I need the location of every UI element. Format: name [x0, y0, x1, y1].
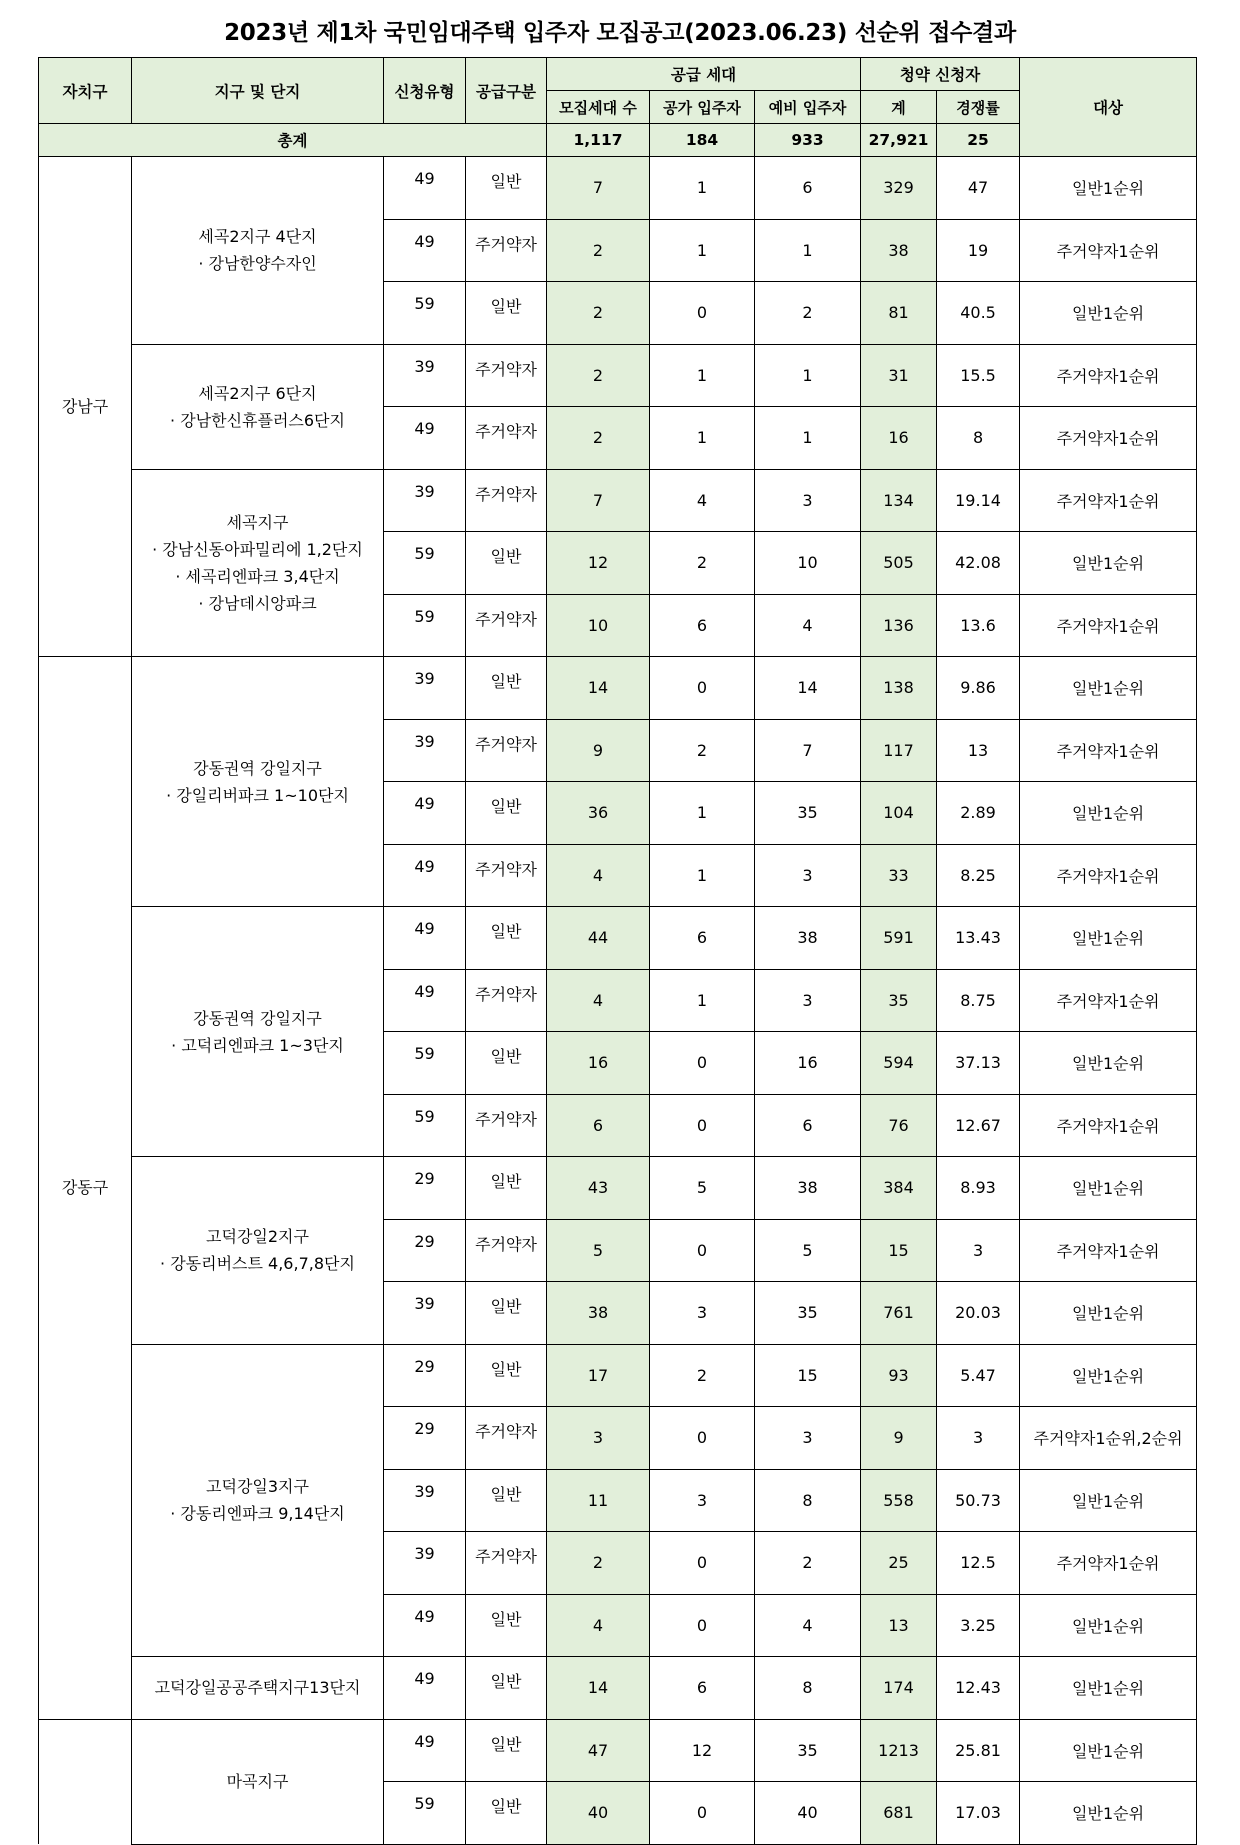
applicants-cell: 33 [861, 844, 937, 907]
vacant-cell: 1 [650, 219, 755, 282]
vacant-cell: 3 [650, 1469, 755, 1532]
reserve-cell: 2 [755, 282, 861, 345]
rate-cell: 25.81 [937, 1719, 1020, 1782]
table-row [39, 1157, 1197, 1220]
category-cell: 일반 [466, 157, 547, 220]
district-cell: 강남구 [39, 157, 132, 657]
vacant-cell: 1 [650, 407, 755, 470]
reserve-cell: 5 [755, 1219, 861, 1282]
type-cell: 59 [384, 1094, 466, 1157]
complex-cell [132, 1657, 384, 1720]
reserve-cell: 3 [755, 1407, 861, 1470]
vacant-cell: 5 [650, 1157, 755, 1220]
category-cell: 일반 [466, 1157, 547, 1220]
target-cell: 일반1순위 [1020, 1782, 1197, 1845]
type-cell: 49 [384, 844, 466, 907]
vacant-cell: 1 [650, 782, 755, 845]
table-row [39, 344, 1197, 407]
rate-cell: 3 [937, 1219, 1020, 1282]
category-cell: 일반 [466, 1782, 547, 1845]
type-cell: 59 [384, 532, 466, 595]
applicants-cell: 136 [861, 594, 937, 657]
header-category: 공급구분 [466, 58, 547, 124]
reserve-cell: 3 [755, 469, 861, 532]
page-title: 2023년 제1차 국민임대주택 입주자 모집공고(2023.06.23) 선순위 접수결과 [224, 20, 1016, 46]
type-cell: 59 [384, 1782, 466, 1845]
category-cell: 주거약자 [466, 1532, 547, 1595]
complex-line: · 고덕리엔파크 1~3단지 [171, 1035, 344, 1055]
rate-cell: 37.13 [937, 1032, 1020, 1095]
recruit-cell: 3 [547, 1407, 650, 1470]
target-cell: 일반1순위 [1020, 1719, 1197, 1782]
reserve-cell: 40 [755, 1782, 861, 1845]
type-cell: 29 [384, 1407, 466, 1470]
rate-cell: 12.67 [937, 1094, 1020, 1157]
recruit-cell: 14 [547, 657, 650, 720]
recruit-cell: 12 [547, 532, 650, 595]
complex-cell [132, 1157, 384, 1345]
table-row [39, 657, 1197, 720]
applicants-cell: 76 [861, 1094, 937, 1157]
reserve-cell: 1 [755, 219, 861, 282]
total-reserve: 933 [755, 124, 861, 157]
reserve-cell: 1 [755, 344, 861, 407]
complex-line: · 세곡리엔파크 3,4단지 [175, 566, 340, 586]
recruit-cell: 38 [547, 1282, 650, 1345]
table-row [39, 157, 1197, 220]
rate-cell: 42.08 [937, 532, 1020, 595]
applicants-cell: 384 [861, 1157, 937, 1220]
vacant-cell: 12 [650, 1719, 755, 1782]
target-cell: 주거약자1순위 [1020, 594, 1197, 657]
recruit-cell: 14 [547, 1657, 650, 1720]
table-row [39, 469, 1197, 532]
table-row [39, 1344, 1197, 1407]
district-cell [39, 1719, 132, 1844]
rate-cell: 13.6 [937, 594, 1020, 657]
complex-cell [132, 657, 384, 907]
category-cell: 일반 [466, 1469, 547, 1532]
category-cell: 주거약자 [466, 469, 547, 532]
category-cell: 주거약자 [466, 594, 547, 657]
recruit-cell: 2 [547, 219, 650, 282]
target-cell: 일반1순위 [1020, 657, 1197, 720]
category-cell: 주거약자 [466, 1094, 547, 1157]
applicants-cell: 134 [861, 469, 937, 532]
category-cell: 주거약자 [466, 1219, 547, 1282]
rate-cell: 12.5 [937, 1532, 1020, 1595]
vacant-cell: 1 [650, 969, 755, 1032]
recruit-cell: 4 [547, 1594, 650, 1657]
total-rate: 25 [937, 124, 1020, 157]
complex-line: 고덕강일3지구 [206, 1477, 309, 1497]
vacant-cell: 1 [650, 157, 755, 220]
target-cell: 일반1순위 [1020, 282, 1197, 345]
complex-line: 세곡2지구 6단지 [198, 383, 317, 403]
vacant-cell: 0 [650, 1219, 755, 1282]
applicants-cell: 174 [861, 1657, 937, 1720]
complex-line: 고덕강일2지구 [206, 1227, 309, 1247]
applicants-cell: 31 [861, 344, 937, 407]
applicants-cell: 594 [861, 1032, 937, 1095]
vacant-cell: 0 [650, 1032, 755, 1095]
complex-line: · 강남신동아파밀리에 1,2단지 [152, 539, 363, 559]
table-row [39, 1657, 1197, 1720]
rate-cell: 50.73 [937, 1469, 1020, 1532]
total-vacant: 184 [650, 124, 755, 157]
complex-line: · 강동리버스트 4,6,7,8단지 [160, 1254, 355, 1274]
header-apply-total: 계 [861, 91, 937, 124]
type-cell: 39 [384, 1469, 466, 1532]
results-table [38, 57, 1197, 1845]
complex-cell [132, 157, 384, 345]
complex-line: · 강남데시앙파크 [198, 593, 317, 613]
applicants-cell: 93 [861, 1344, 937, 1407]
type-cell: 39 [384, 469, 466, 532]
applicants-cell: 104 [861, 782, 937, 845]
type-cell: 49 [384, 1657, 466, 1720]
target-cell: 주거약자1순위 [1020, 407, 1197, 470]
recruit-cell: 10 [547, 594, 650, 657]
applicants-cell: 681 [861, 1782, 937, 1845]
category-cell: 주거약자 [466, 844, 547, 907]
reserve-cell: 38 [755, 907, 861, 970]
complex-cell [132, 469, 384, 657]
header-apply-rate: 경쟁률 [937, 91, 1020, 124]
applicants-cell: 591 [861, 907, 937, 970]
total-label: 총계 [39, 124, 547, 157]
rate-cell: 13 [937, 719, 1020, 782]
vacant-cell: 2 [650, 532, 755, 595]
reserve-cell: 35 [755, 1282, 861, 1345]
vacant-cell: 2 [650, 719, 755, 782]
applicants-cell: 138 [861, 657, 937, 720]
reserve-cell: 3 [755, 844, 861, 907]
type-cell: 39 [384, 344, 466, 407]
type-cell: 39 [384, 1532, 466, 1595]
reserve-cell: 4 [755, 594, 861, 657]
type-cell: 49 [384, 157, 466, 220]
reserve-cell: 7 [755, 719, 861, 782]
rate-cell: 3.25 [937, 1594, 1020, 1657]
rate-cell: 8 [937, 407, 1020, 470]
complex-line: · 강동리엔파크 9,14단지 [170, 1504, 345, 1524]
rate-cell: 3 [937, 1407, 1020, 1470]
header-supply-vacant: 공가 입주자 [650, 91, 755, 124]
target-cell: 주거약자1순위 [1020, 219, 1197, 282]
type-cell: 59 [384, 594, 466, 657]
category-cell: 일반 [466, 1657, 547, 1720]
applicants-cell: 16 [861, 407, 937, 470]
type-cell: 49 [384, 969, 466, 1032]
target-cell: 주거약자1순위,2순위 [1020, 1407, 1197, 1470]
type-cell: 49 [384, 1594, 466, 1657]
rate-cell: 9.86 [937, 657, 1020, 720]
complex-line: 강동권역 강일지구 [193, 1008, 322, 1028]
applicants-cell: 9 [861, 1407, 937, 1470]
recruit-cell: 44 [547, 907, 650, 970]
recruit-cell: 2 [547, 344, 650, 407]
header-target: 대상 [1020, 58, 1197, 157]
target-cell: 주거약자1순위 [1020, 969, 1197, 1032]
recruit-cell: 5 [547, 1219, 650, 1282]
complex-line: 마곡지구 [226, 1772, 289, 1791]
rate-cell: 8.25 [937, 844, 1020, 907]
target-cell: 일반1순위 [1020, 1282, 1197, 1345]
complex-cell [132, 907, 384, 1157]
applicants-cell: 25 [861, 1532, 937, 1595]
recruit-cell: 2 [547, 282, 650, 345]
applicants-cell: 35 [861, 969, 937, 1032]
type-cell: 29 [384, 1219, 466, 1282]
target-cell: 일반1순위 [1020, 157, 1197, 220]
recruit-cell: 7 [547, 157, 650, 220]
target-cell: 주거약자1순위 [1020, 1219, 1197, 1282]
complex-line: 세곡지구 [226, 512, 289, 532]
vacant-cell: 0 [650, 1532, 755, 1595]
header-supply-reserve: 예비 입주자 [755, 91, 861, 124]
applicants-cell: 117 [861, 719, 937, 782]
reserve-cell: 16 [755, 1032, 861, 1095]
category-cell: 일반 [466, 782, 547, 845]
type-cell: 49 [384, 407, 466, 470]
rate-cell: 19 [937, 219, 1020, 282]
target-cell: 일반1순위 [1020, 782, 1197, 845]
header-apply-group: 청약 신청자 [861, 58, 1020, 91]
complex-line: · 강남한양수자인 [198, 254, 317, 274]
type-cell: 49 [384, 219, 466, 282]
complex-line: 세곡2지구 4단지 [198, 227, 317, 247]
complex-cell [132, 344, 384, 469]
table-row [39, 907, 1197, 970]
applicants-cell: 13 [861, 1594, 937, 1657]
vacant-cell: 0 [650, 282, 755, 345]
type-cell: 59 [384, 282, 466, 345]
rate-cell: 47 [937, 157, 1020, 220]
type-cell: 39 [384, 719, 466, 782]
reserve-cell: 4 [755, 1594, 861, 1657]
reserve-cell: 1 [755, 407, 861, 470]
recruit-cell: 16 [547, 1032, 650, 1095]
target-cell: 일반1순위 [1020, 907, 1197, 970]
rate-cell: 17.03 [937, 1782, 1020, 1845]
vacant-cell: 1 [650, 844, 755, 907]
rate-cell: 8.75 [937, 969, 1020, 1032]
reserve-cell: 15 [755, 1344, 861, 1407]
applicants-cell: 81 [861, 282, 937, 345]
vacant-cell: 6 [650, 594, 755, 657]
total-applicants: 27,921 [861, 124, 937, 157]
applicants-cell: 15 [861, 1219, 937, 1282]
applicants-cell: 1213 [861, 1719, 937, 1782]
header-district: 자치구 [39, 58, 132, 124]
vacant-cell: 0 [650, 657, 755, 720]
reserve-cell: 35 [755, 782, 861, 845]
target-cell: 주거약자1순위 [1020, 344, 1197, 407]
type-cell: 49 [384, 907, 466, 970]
header-supply-recruit: 모집세대 수 [547, 91, 650, 124]
header-supply-group: 공급 세대 [547, 58, 861, 91]
type-cell: 29 [384, 1157, 466, 1220]
applicants-cell: 38 [861, 219, 937, 282]
recruit-cell: 4 [547, 844, 650, 907]
vacant-cell: 2 [650, 1344, 755, 1407]
rate-cell: 2.89 [937, 782, 1020, 845]
recruit-cell: 2 [547, 407, 650, 470]
category-cell: 일반 [466, 1719, 547, 1782]
recruit-cell: 6 [547, 1094, 650, 1157]
district-cell: 강동구 [39, 657, 132, 1720]
header-complex: 지구 및 단지 [132, 58, 384, 124]
target-cell: 일반1순위 [1020, 1032, 1197, 1095]
recruit-cell: 4 [547, 969, 650, 1032]
reserve-cell: 6 [755, 157, 861, 220]
type-cell: 39 [384, 657, 466, 720]
category-cell: 주거약자 [466, 344, 547, 407]
rate-cell: 15.5 [937, 344, 1020, 407]
category-cell: 주거약자 [466, 407, 547, 470]
reserve-cell: 3 [755, 969, 861, 1032]
vacant-cell: 0 [650, 1782, 755, 1845]
total-recruit: 1,117 [547, 124, 650, 157]
applicants-cell: 329 [861, 157, 937, 220]
complex-line: · 강남한신휴플러스6단지 [170, 410, 345, 430]
vacant-cell: 0 [650, 1594, 755, 1657]
target-cell: 일반1순위 [1020, 1157, 1197, 1220]
category-cell: 일반 [466, 532, 547, 595]
vacant-cell: 1 [650, 344, 755, 407]
category-cell: 일반 [466, 1032, 547, 1095]
reserve-cell: 2 [755, 1532, 861, 1595]
recruit-cell: 17 [547, 1344, 650, 1407]
recruit-cell: 11 [547, 1469, 650, 1532]
applicants-cell: 761 [861, 1282, 937, 1345]
recruit-cell: 7 [547, 469, 650, 532]
vacant-cell: 6 [650, 1657, 755, 1720]
header-type: 신청유형 [384, 58, 466, 124]
target-cell: 주거약자1순위 [1020, 844, 1197, 907]
reserve-cell: 35 [755, 1719, 861, 1782]
target-cell: 일반1순위 [1020, 1594, 1197, 1657]
table-row [39, 1719, 1197, 1782]
target-cell: 일반1순위 [1020, 1469, 1197, 1532]
vacant-cell: 4 [650, 469, 755, 532]
target-cell: 일반1순위 [1020, 532, 1197, 595]
category-cell: 일반 [466, 657, 547, 720]
type-cell: 29 [384, 1344, 466, 1407]
reserve-cell: 14 [755, 657, 861, 720]
rate-cell: 19.14 [937, 469, 1020, 532]
rate-cell: 12.43 [937, 1657, 1020, 1720]
complex-cell [132, 1344, 384, 1657]
vacant-cell: 3 [650, 1282, 755, 1345]
reserve-cell: 8 [755, 1657, 861, 1720]
reserve-cell: 38 [755, 1157, 861, 1220]
table-body [39, 157, 1197, 1845]
category-cell: 일반 [466, 1344, 547, 1407]
recruit-cell: 40 [547, 1782, 650, 1845]
type-cell: 49 [384, 1719, 466, 1782]
recruit-cell: 2 [547, 1532, 650, 1595]
reserve-cell: 6 [755, 1094, 861, 1157]
rate-cell: 5.47 [937, 1344, 1020, 1407]
recruit-cell: 9 [547, 719, 650, 782]
category-cell: 일반 [466, 1282, 547, 1345]
type-cell: 49 [384, 782, 466, 845]
category-cell: 일반 [466, 282, 547, 345]
category-cell: 주거약자 [466, 219, 547, 282]
reserve-cell: 10 [755, 532, 861, 595]
rate-cell: 8.93 [937, 1157, 1020, 1220]
complex-line: 고덕강일공공주택지구13단지 [154, 1678, 361, 1698]
category-cell: 주거약자 [466, 719, 547, 782]
complex-line: · 강일리버파크 1~10단지 [166, 785, 349, 805]
target-cell: 주거약자1순위 [1020, 719, 1197, 782]
applicants-cell: 505 [861, 532, 937, 595]
target-cell: 일반1순위 [1020, 1344, 1197, 1407]
rate-cell: 20.03 [937, 1282, 1020, 1345]
vacant-cell: 0 [650, 1407, 755, 1470]
complex-line: 강동권역 강일지구 [193, 758, 322, 778]
reserve-cell: 8 [755, 1469, 861, 1532]
recruit-cell: 43 [547, 1157, 650, 1220]
recruit-cell: 36 [547, 782, 650, 845]
vacant-cell: 6 [650, 907, 755, 970]
vacant-cell: 0 [650, 1094, 755, 1157]
type-cell: 39 [384, 1282, 466, 1345]
target-cell: 주거약자1순위 [1020, 1094, 1197, 1157]
rate-cell: 13.43 [937, 907, 1020, 970]
target-cell: 주거약자1순위 [1020, 469, 1197, 532]
category-cell: 주거약자 [466, 1407, 547, 1470]
type-cell: 59 [384, 1032, 466, 1095]
applicants-cell: 558 [861, 1469, 937, 1532]
complex-cell [132, 1719, 384, 1844]
category-cell: 일반 [466, 907, 547, 970]
category-cell: 주거약자 [466, 969, 547, 1032]
recruit-cell: 47 [547, 1719, 650, 1782]
category-cell: 일반 [466, 1594, 547, 1657]
rate-cell: 40.5 [937, 282, 1020, 345]
target-cell: 일반1순위 [1020, 1657, 1197, 1720]
target-cell: 주거약자1순위 [1020, 1532, 1197, 1595]
